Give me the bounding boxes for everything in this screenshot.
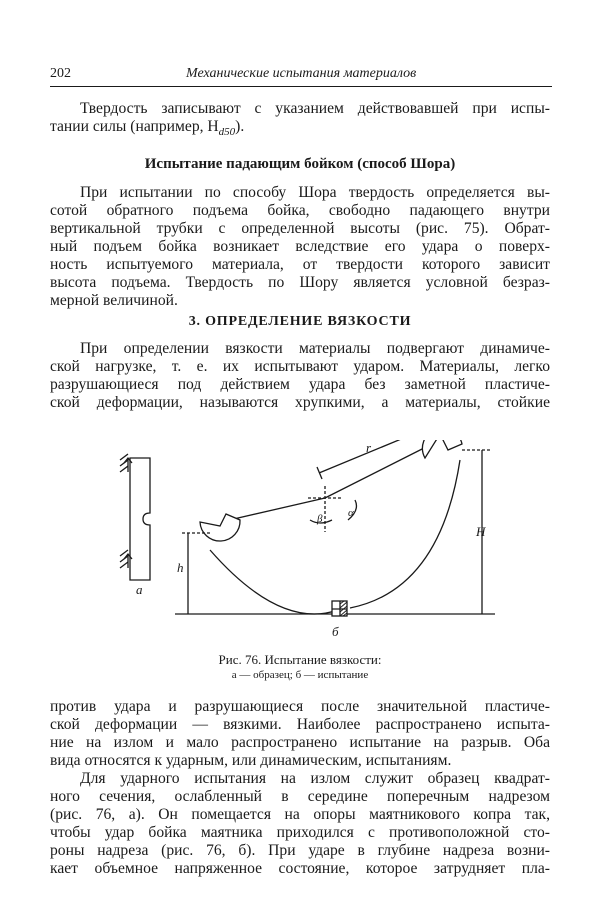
text-line: При определении вязкости материалы подвергают динамиче- [80, 340, 550, 357]
running-title: Механические испытания материалов [186, 66, 417, 81]
text-line: (рис. 76, а). Он помещается на опоры маятникового копра так, [50, 806, 550, 823]
text-line: Для ударного испытания на излом служит образец квадрат- [80, 770, 550, 787]
figure-impact-test [100, 440, 520, 645]
pendulum-arm-end [325, 445, 430, 498]
figure-caption: Рис. 76. Испытание вязкости: [218, 652, 382, 667]
text-line-fragment: ). [235, 118, 245, 135]
toughness-paragraph-2 [50, 698, 550, 878]
text-line: ской нагрузке, т. е. их испытывают ударом. Материалы, легко [50, 358, 550, 375]
label-alpha: α [348, 507, 354, 519]
text-line: сотой обратного подъема бойка, свободно падающего внутри [50, 202, 550, 219]
header-rule [50, 86, 552, 87]
text-line: против удара и разрушающиеся после значительной пластиче- [50, 698, 550, 715]
page-number: 202 [50, 66, 71, 81]
impact-test-diagram [100, 440, 520, 645]
toughness-paragraph-1 [50, 340, 550, 412]
text-line: вертикальной трубки с определенной высоты (рис. 75). Обрат- [50, 220, 550, 237]
hardness-subscript: d50 [218, 126, 236, 139]
specimen-bar [130, 458, 150, 580]
label-a: а [136, 582, 143, 597]
section-heading-toughness: 3. ОПРЕДЕЛЕНИЕ ВЯЗКОСТИ [188, 314, 412, 329]
text-line: ской деформации — вязкими. Наиболее распространено испыта- [50, 716, 550, 733]
page-header [50, 66, 552, 86]
text-line: вида относятся к ударным, или динамическим, испытаниям. [50, 752, 452, 769]
text-line: ность испытуемого материала, от твердости которого зависит [50, 256, 550, 273]
shore-paragraph [50, 184, 550, 310]
label-h: h [177, 560, 184, 575]
text-line: высота подъема. Твердость по Шору является условной безраз- [50, 274, 550, 291]
text-line [50, 118, 550, 139]
hammer-head-start [200, 514, 240, 541]
text-line: ный подъем бойка возникает вследствие его удара о поверх- [50, 238, 550, 255]
text-line: ской деформации, называются хрупкими, а материалы, стойкие [50, 394, 550, 411]
text-line: кает объемное напряженное состояние, которое затрудняет пла- [50, 860, 550, 877]
intro-paragraph [50, 100, 550, 139]
figure-subcaption: а — образец; б — испытание [231, 669, 369, 681]
text-line: При испытании по способу Шора твердость определяется вы- [80, 184, 550, 201]
support-arrows [124, 458, 132, 559]
text-line: Твердость записывают с указанием действовавшей при испы- [80, 100, 550, 117]
swing-arc-right [350, 460, 460, 608]
text-line: разрушающиеся под действием удара без заметной пластиче- [50, 376, 550, 393]
label-H: H [476, 524, 486, 539]
radius-tick [317, 467, 322, 479]
pendulum-arm-start [225, 498, 325, 521]
text-line: роны надреза (рис. 76, б). При ударе в глубине надреза возни- [50, 842, 550, 859]
text-line: чтобы удар бойка маятника приходился с противоположной сто- [50, 824, 550, 841]
label-beta: β [317, 513, 323, 525]
label-r: r [366, 440, 372, 455]
label-b: б [332, 624, 339, 639]
text-line-fragment: тании силы (например, H [50, 118, 219, 135]
text-line: ние на излом и мало распространено испытание на разрыв. Оба [50, 734, 550, 751]
section-heading-shore: Испытание падающим бойком (способ Шора) [144, 156, 456, 172]
text-line: мерной величиной. [50, 292, 178, 309]
hammer-head-end [422, 440, 462, 458]
text-line: ного сечения, ослабленный в середине поперечным надрезом [50, 788, 550, 805]
swing-arc-left [210, 550, 338, 614]
